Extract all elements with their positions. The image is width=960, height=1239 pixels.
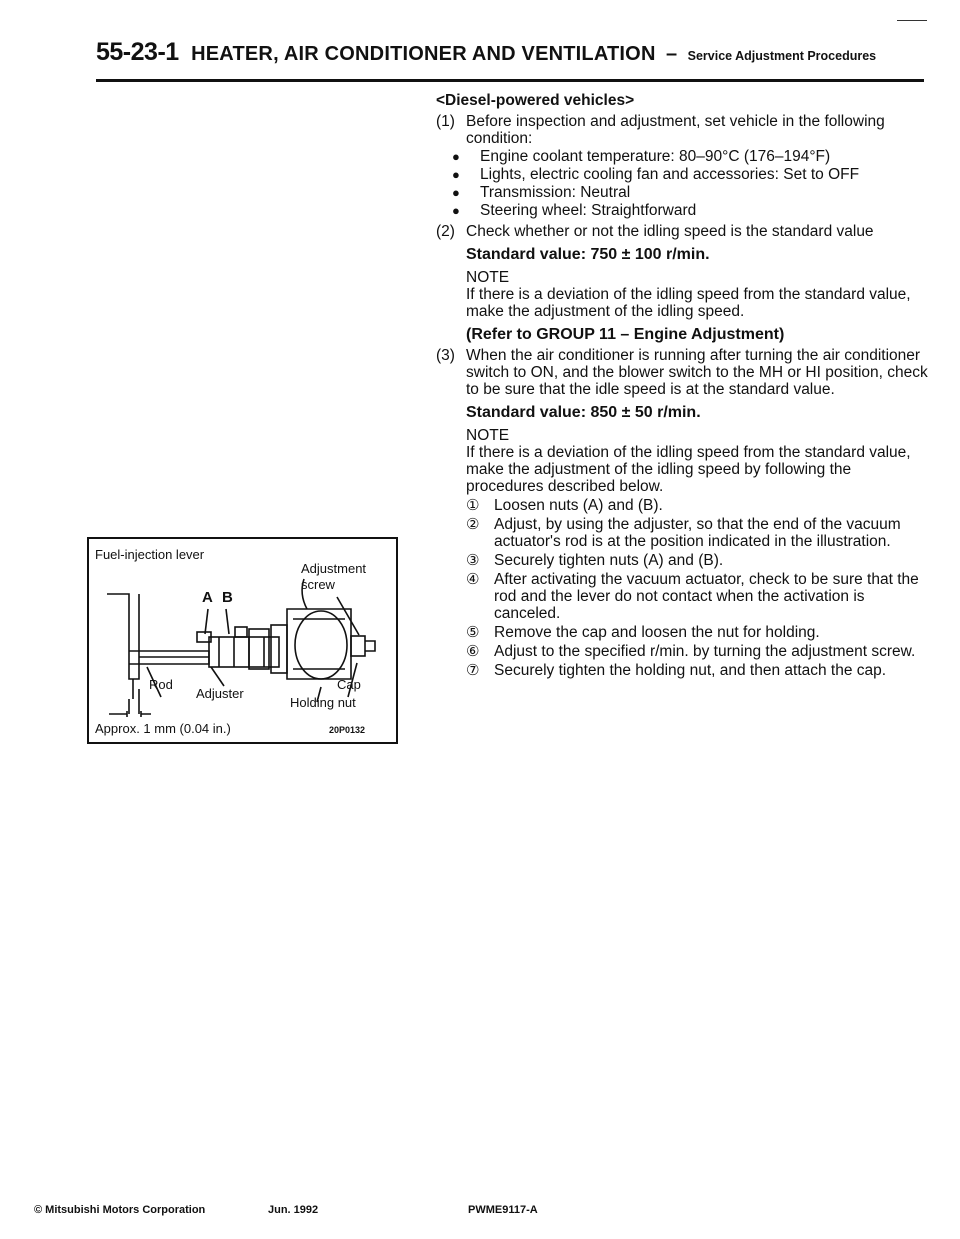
corner-mark bbox=[897, 20, 927, 21]
step-text: Before inspection and adjustment, set vehicle in the following condition: bbox=[466, 113, 885, 147]
procedure-column bbox=[432, 92, 932, 679]
footer-copyright: © Mitsubishi Motors Corporation bbox=[34, 1204, 206, 1216]
substep-item: ⑥ Adjust to the specified r/min. by turning the adjustment screw. bbox=[466, 643, 916, 660]
page-header bbox=[96, 38, 936, 67]
step-text: When the air conditioner is running after turning the air conditioner switch to ON, and the blower switch to the MH or HI position, check to be sure that the idle speed is at the standard value. bbox=[466, 347, 928, 398]
bullet-item: ● Lights, electric cooling fan and accessories: Set to OFF bbox=[452, 166, 860, 183]
substep-item: ⑤ Remove the cap and loosen the nut for holding. bbox=[466, 624, 820, 641]
bullet-item: ● Transmission: Neutral bbox=[452, 184, 631, 201]
label-adjustment-screw-2: screw bbox=[301, 577, 335, 592]
label-rod: Rod bbox=[149, 677, 173, 692]
vehicle-heading: <Diesel-powered vehicles> bbox=[436, 92, 635, 109]
step-number: (2) bbox=[436, 223, 455, 240]
step-3 bbox=[432, 347, 932, 398]
label-nut-b: B bbox=[222, 589, 233, 606]
step-number: (3) bbox=[436, 347, 455, 364]
label-gap: Approx. 1 mm (0.04 in.) bbox=[95, 721, 231, 736]
note-text: If there is a deviation of the idling speed from the standard value, make the adjustment of the idling speed. bbox=[466, 286, 911, 320]
step-text: Check whether or not the idling speed is the standard value bbox=[466, 223, 874, 240]
standard-value: Standard value: 850 ± 50 r/min. bbox=[466, 404, 701, 421]
step-1 bbox=[432, 113, 932, 147]
label-adjuster: Adjuster bbox=[196, 686, 244, 701]
substep-item: ③ Securely tighten nuts (A) and (B). bbox=[466, 552, 724, 569]
substep-item: ① Loosen nuts (A) and (B). bbox=[466, 497, 663, 514]
note-heading: NOTE bbox=[466, 427, 510, 444]
header-rule bbox=[96, 79, 924, 82]
substep-item: ② Adjust, by using the adjuster, so that the end of the vacuum actuator's rod is at the position indicated in the illustration. bbox=[466, 516, 901, 550]
figure-code: 20P0132 bbox=[329, 725, 366, 735]
label-cap: Cap bbox=[337, 677, 361, 692]
bullet-item: ● Steering wheel: Straightforward bbox=[452, 202, 697, 219]
standard-value: Standard value: 750 ± 100 r/min. bbox=[466, 246, 710, 263]
page-title: HEATER, AIR CONDITIONER AND VENTILATION bbox=[191, 43, 656, 65]
note-text: If there is a deviation of the idling speed from the standard value, make the adjustment of the idling speed by following the procedures described below. bbox=[466, 444, 911, 495]
step-number: (1) bbox=[436, 113, 455, 130]
footer-doc-code: PWME9117-A bbox=[468, 1204, 538, 1216]
label-fuel-lever: Fuel-injection lever bbox=[95, 547, 205, 562]
bullet-item: ● Engine coolant temperature: 80–90°C (176–194°F) bbox=[452, 148, 831, 165]
group-reference: (Refer to GROUP 11 – Engine Adjustment) bbox=[466, 326, 785, 343]
label-holding-nut: Holding nut bbox=[290, 695, 356, 710]
section-number: 55-23-1 bbox=[96, 38, 179, 66]
page-subtitle: Service Adjustment Procedures bbox=[687, 49, 877, 63]
title-dash: – bbox=[666, 43, 678, 65]
note-heading: NOTE bbox=[466, 269, 510, 286]
label-nut-a: A bbox=[202, 589, 213, 606]
label-adjustment-screw: Adjustment bbox=[301, 561, 367, 576]
step-2 bbox=[432, 223, 932, 240]
substep-item: ④ After activating the vacuum actuator, check to be sure that the rod and the lever do not contact when the activation is canceled. bbox=[466, 571, 919, 622]
substep-item: ⑦ Securely tighten the holding nut, and then attach the cap. bbox=[466, 662, 887, 679]
footer-date: Jun. 1992 bbox=[268, 1204, 319, 1216]
actuator-illustration bbox=[87, 537, 398, 744]
